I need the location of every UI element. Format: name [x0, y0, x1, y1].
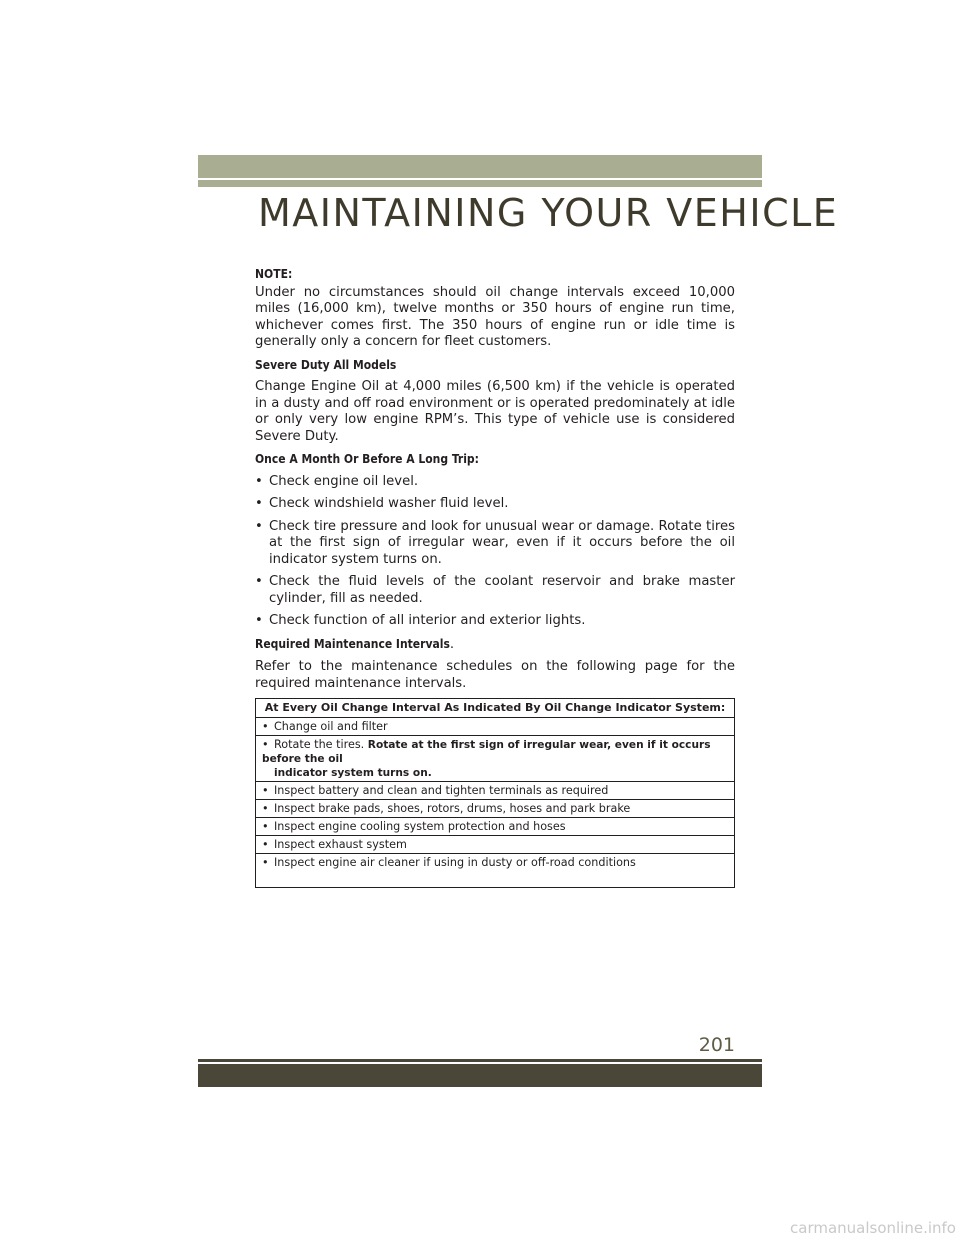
- list-item: • Check function of all interior and exterior lights.: [255, 613, 586, 628]
- table-row: • Inspect engine air cleaner if using in dusty or off-road conditions: [256, 854, 735, 888]
- list-item: • Check the fluid levels of the coolant reservoir and brake master cylinder, fill as needed.: [255, 574, 735, 606]
- bullet-icon: •: [262, 856, 269, 869]
- header-band: [198, 155, 762, 178]
- rotate-emphasis-cont: indicator system turns on.: [274, 767, 432, 779]
- rotate-emphasis: Rotate at the first sign of irregular wear, even if it occurs before the oil: [262, 739, 711, 765]
- monthly-checklist: [255, 474, 735, 630]
- bullet-icon: •: [262, 784, 269, 797]
- bullet-icon: •: [255, 613, 263, 628]
- table-header-row: [256, 699, 735, 718]
- footer-rule: [198, 1059, 762, 1062]
- bullet-icon: •: [255, 496, 263, 511]
- required-text: Refer to the maintenance schedules on the following page for the required maintenance intervals.: [255, 659, 735, 691]
- bullet-icon: •: [262, 738, 269, 751]
- page-number: 201: [698, 1034, 735, 1056]
- table-row: • Inspect brake pads, shoes, rotors, drums, hoses and park brake: [256, 800, 735, 818]
- bullet-icon: •: [255, 473, 263, 489]
- table-row: • Change oil and filter: [256, 718, 735, 736]
- watermark: carmanualsonline.info: [790, 1219, 956, 1237]
- severe-duty-heading: Severe Duty All Models: [255, 357, 397, 372]
- list-item: • Check engine oil level.: [255, 473, 419, 489]
- required-heading: Required Maintenance Intervals: [255, 636, 450, 651]
- note-label: NOTE:: [255, 267, 293, 281]
- bullet-icon: •: [255, 574, 263, 589]
- table-header: At Every Oil Change Interval As Indicated By Oil Change Indicator System:: [256, 699, 735, 718]
- bullet-icon: •: [262, 820, 269, 833]
- table-row: • Inspect engine cooling system protection and hoses: [256, 818, 735, 836]
- table-row: • Inspect battery and clean and tighten terminals as required: [256, 782, 735, 800]
- header-rule: [198, 180, 762, 187]
- severe-duty-text: Change Engine Oil at 4,000 miles (6,500 km) if the vehicle is operated in a dusty and off road environment or is operated predominately at idle or only very low engine RPM’s. This type of vehicle use is considered Severe Duty.: [255, 379, 735, 444]
- note-text: Under no circumstances should oil change intervals exceed 10,000 miles (16,000 km), twelve months or 350 hours of engine run time, whichever comes first. The 350 hours of engine run or idle time is generally only a concern for fleet customers.: [255, 284, 735, 349]
- footer-band: [198, 1064, 762, 1087]
- bullet-icon: •: [262, 838, 269, 851]
- bullet-icon: •: [262, 720, 269, 733]
- list-item: • Check tire pressure and look for unusual wear or damage. Rotate tires at the first sign of irregular wear, even if it occurs before the oil indicator system turns on.: [255, 518, 735, 567]
- bullet-icon: •: [262, 802, 269, 815]
- section-title: MAINTAINING YOUR VEHICLE: [258, 191, 839, 235]
- page-content: [255, 266, 735, 888]
- monthly-heading: Once A Month Or Before A Long Trip:: [255, 452, 479, 466]
- table-row: • Inspect exhaust system: [256, 836, 735, 854]
- table-row: • Rotate the tires. Rotate at the first sign of irregular wear, even if it occurs before the oil indicator system turns on.: [256, 736, 735, 782]
- maintenance-table: [255, 698, 735, 888]
- list-item: • Check windshield washer fluid level.: [255, 496, 509, 511]
- required-heading-line: Required Maintenance Intervals.: [255, 636, 455, 652]
- bullet-icon: •: [255, 518, 263, 534]
